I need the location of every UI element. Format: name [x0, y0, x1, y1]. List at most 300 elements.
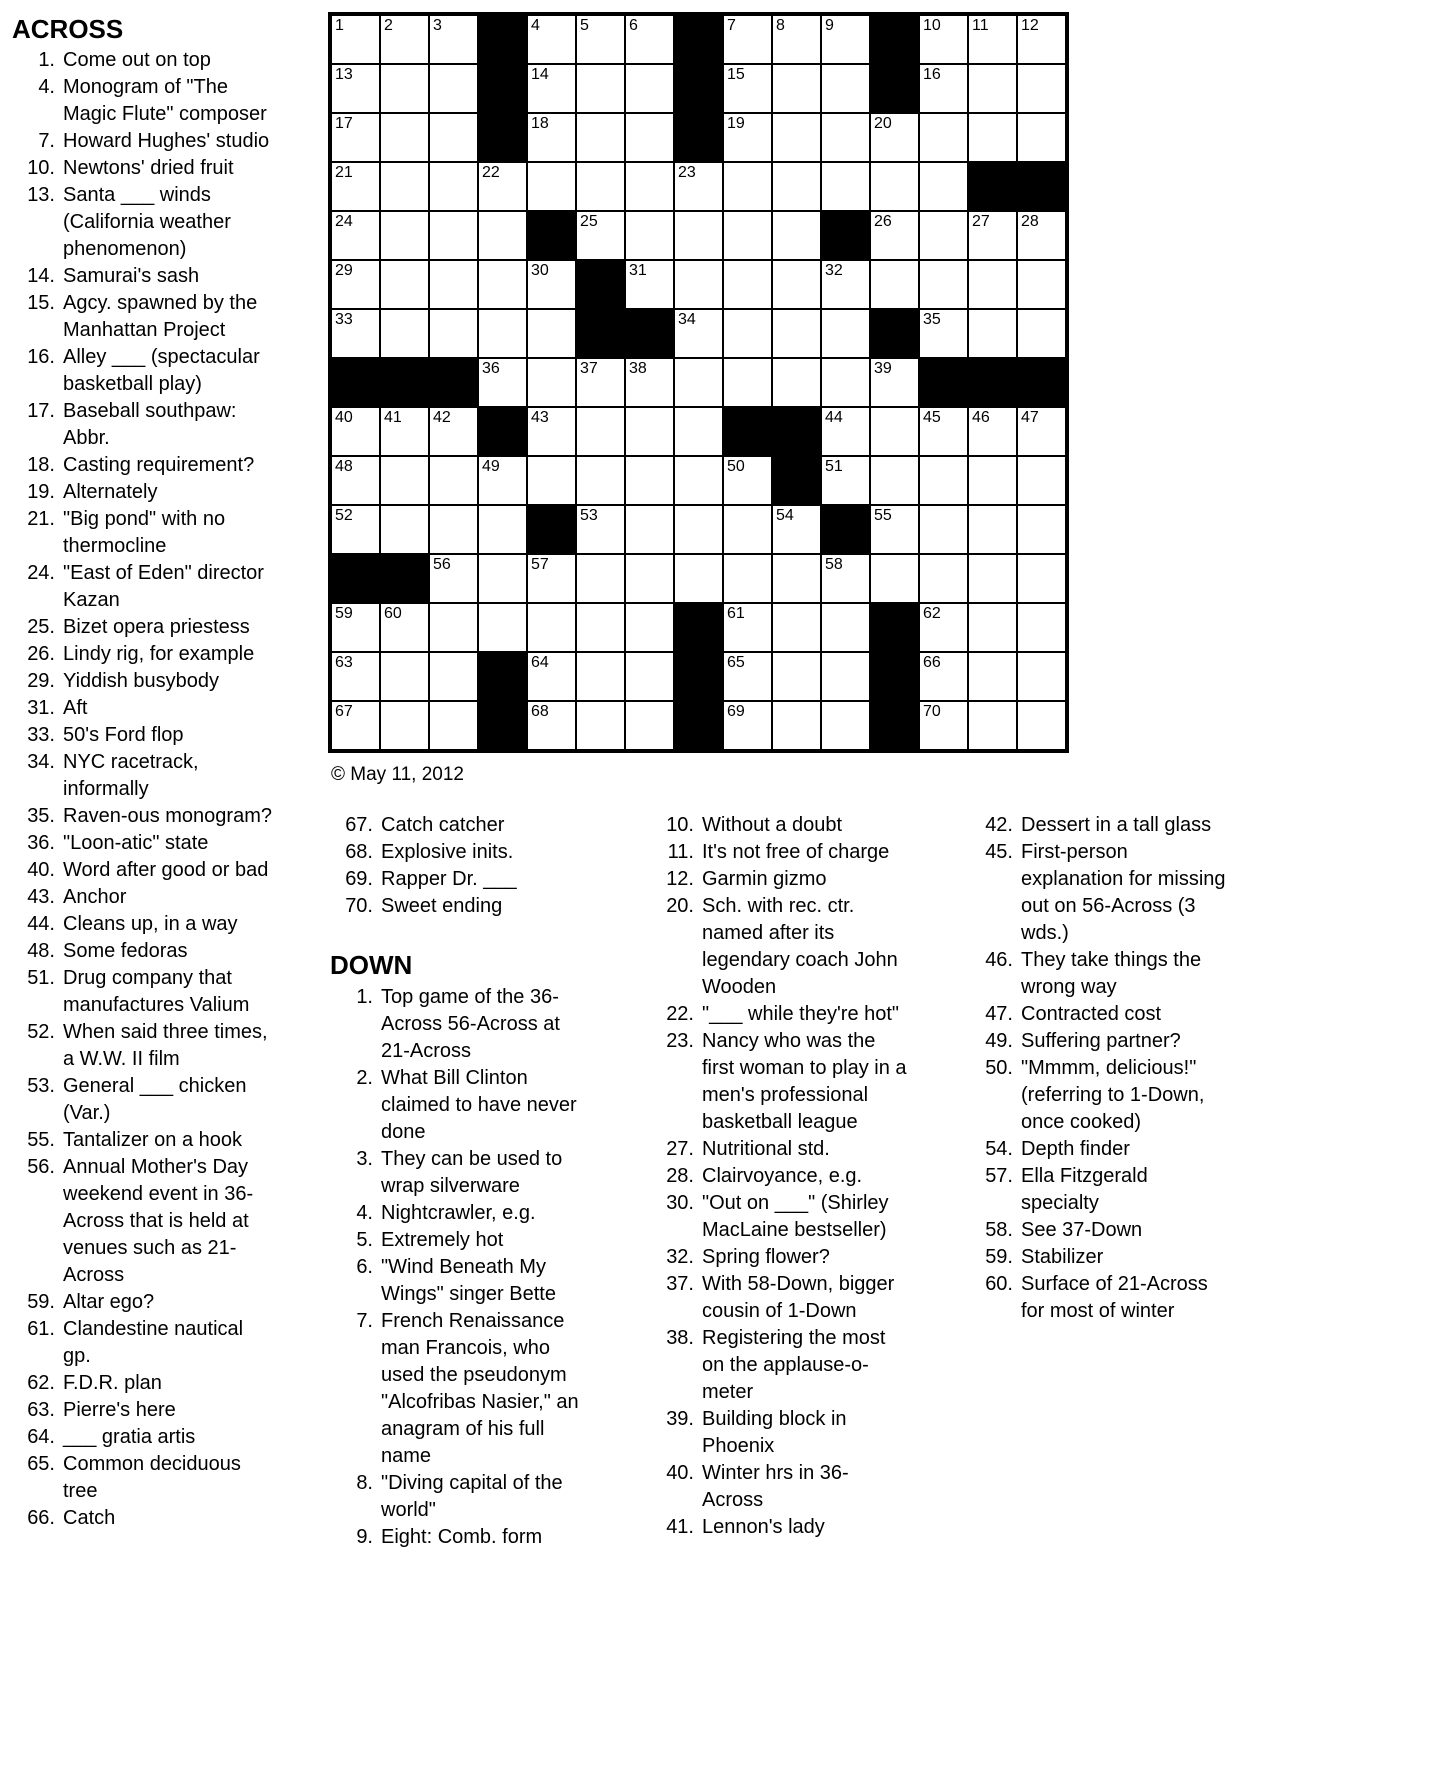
clue-number: 11.	[667, 841, 694, 863]
grid-cell[interactable]	[1017, 15, 1066, 64]
grid-cell[interactable]	[331, 64, 380, 113]
grid-cell[interactable]	[968, 407, 1017, 456]
cell-number: 40	[335, 409, 353, 426]
clue-item	[0, 1073, 330, 1127]
grid-cell[interactable]	[331, 701, 380, 750]
clue-number: 68.	[345, 841, 373, 863]
grid-cell[interactable]	[723, 701, 772, 750]
grid-cell[interactable]	[429, 407, 478, 456]
grid-cell[interactable]	[968, 652, 1017, 701]
cell-number: 31	[629, 262, 647, 279]
clue-number: 46.	[985, 949, 1013, 971]
grid-cell[interactable]	[527, 15, 576, 64]
grid-cell[interactable]	[625, 407, 674, 456]
grid-cell[interactable]	[723, 211, 772, 260]
grid-cell[interactable]	[576, 603, 625, 652]
grid-cell[interactable]	[380, 603, 429, 652]
clue-item	[330, 866, 645, 893]
cell-number: 27	[972, 213, 990, 230]
clue-text: Some fedoras	[63, 940, 188, 962]
grid-cell[interactable]	[1017, 505, 1066, 554]
grid-cell[interactable]	[821, 407, 870, 456]
down-clue-list-1	[330, 984, 645, 1551]
grid-cell-black	[331, 358, 380, 407]
clue-number: 59.	[985, 1246, 1013, 1268]
grid-cell[interactable]	[772, 554, 821, 603]
grid-cell[interactable]	[331, 309, 380, 358]
grid-cell[interactable]	[968, 64, 1017, 113]
grid-cell[interactable]	[527, 162, 576, 211]
grid-cell[interactable]	[772, 260, 821, 309]
grid-cell[interactable]	[723, 603, 772, 652]
clue-number: 55.	[27, 1129, 55, 1151]
grid-cell[interactable]	[919, 652, 968, 701]
grid-cell[interactable]	[576, 358, 625, 407]
clue-text: Drug company that manufactures Valium	[63, 967, 250, 1016]
grid-cell[interactable]	[625, 162, 674, 211]
clue-text: F.D.R. plan	[63, 1372, 162, 1394]
clue-item	[0, 1370, 330, 1397]
grid-cell[interactable]	[919, 15, 968, 64]
grid-cell[interactable]	[1017, 652, 1066, 701]
grid-cell[interactable]	[576, 64, 625, 113]
cell-number: 37	[580, 360, 598, 377]
grid-cell[interactable]	[723, 309, 772, 358]
grid-cell[interactable]	[527, 113, 576, 162]
grid-cell[interactable]	[919, 64, 968, 113]
grid-cell[interactable]	[821, 554, 870, 603]
clue-number: 18.	[27, 454, 55, 476]
cell-number: 52	[335, 507, 353, 524]
grid-cell[interactable]	[821, 64, 870, 113]
grid-cell[interactable]	[527, 260, 576, 309]
grid-cell[interactable]	[625, 603, 674, 652]
grid-cell[interactable]	[723, 505, 772, 554]
grid-cell[interactable]	[331, 505, 380, 554]
clue-text: Howard Hughes' studio	[63, 130, 270, 152]
grid-cell[interactable]	[870, 456, 919, 505]
grid-cell-black	[870, 15, 919, 64]
grid-cell[interactable]	[576, 407, 625, 456]
grid-cell[interactable]	[723, 358, 772, 407]
grid-cell[interactable]	[1017, 309, 1066, 358]
grid-cell[interactable]	[674, 309, 723, 358]
clue-number: 61.	[27, 1318, 55, 1340]
grid-cell[interactable]	[674, 260, 723, 309]
grid-cell[interactable]	[870, 260, 919, 309]
grid-cell-black	[821, 211, 870, 260]
grid-cell[interactable]	[380, 701, 429, 750]
grid-cell[interactable]	[968, 113, 1017, 162]
grid-cell[interactable]	[870, 407, 919, 456]
grid-cell[interactable]	[674, 407, 723, 456]
cell-number: 38	[629, 360, 647, 377]
grid-cell[interactable]	[674, 505, 723, 554]
clue-item	[0, 452, 330, 479]
grid-cell[interactable]	[429, 701, 478, 750]
grid-cell[interactable]	[429, 113, 478, 162]
grid-cell[interactable]	[1017, 603, 1066, 652]
grid-cell[interactable]	[478, 260, 527, 309]
grid-cell[interactable]	[380, 260, 429, 309]
clue-number: 34.	[27, 751, 55, 773]
grid-cell[interactable]	[723, 456, 772, 505]
grid-cell[interactable]	[968, 554, 1017, 603]
grid-cell[interactable]	[772, 358, 821, 407]
grid-cell[interactable]	[674, 554, 723, 603]
grid-cell[interactable]	[723, 554, 772, 603]
clue-item	[0, 398, 330, 452]
clue-item	[650, 812, 950, 839]
clue-item	[968, 1055, 1268, 1136]
grid-cell[interactable]	[625, 358, 674, 407]
grid-cell[interactable]	[968, 603, 1017, 652]
grid-cell[interactable]	[527, 701, 576, 750]
clue-number: 56.	[27, 1156, 55, 1178]
grid-cell[interactable]	[331, 603, 380, 652]
clue-number: 5.	[356, 1229, 373, 1251]
grid-cell[interactable]	[527, 554, 576, 603]
grid-cell[interactable]	[919, 309, 968, 358]
grid-cell[interactable]	[527, 603, 576, 652]
grid-cell[interactable]	[331, 15, 380, 64]
grid-cell[interactable]	[429, 554, 478, 603]
cell-number: 67	[335, 703, 353, 720]
copyright-date: © May 11, 2012	[331, 764, 464, 785]
grid-cell[interactable]	[870, 113, 919, 162]
across-header: ACROSS	[12, 14, 124, 44]
grid-cell[interactable]	[772, 652, 821, 701]
grid-cell[interactable]	[429, 456, 478, 505]
grid-cell[interactable]	[576, 701, 625, 750]
grid-cell[interactable]	[870, 505, 919, 554]
clue-number: 60.	[985, 1273, 1013, 1295]
grid-cell[interactable]	[919, 211, 968, 260]
grid-cell[interactable]	[821, 358, 870, 407]
clue-item	[0, 1019, 330, 1073]
grid-cell[interactable]	[870, 162, 919, 211]
grid-cell-black	[870, 64, 919, 113]
cell-number: 2	[384, 17, 393, 34]
clue-item	[0, 641, 330, 668]
cell-number: 12	[1021, 17, 1039, 34]
grid-cell[interactable]	[723, 162, 772, 211]
clue-number: 20.	[666, 895, 694, 917]
grid-cell[interactable]	[429, 64, 478, 113]
clue-item	[0, 1397, 330, 1424]
clue-text: Suffering partner?	[1021, 1030, 1181, 1052]
grid-cell[interactable]	[478, 603, 527, 652]
grid-cell[interactable]	[723, 260, 772, 309]
cell-number: 41	[384, 409, 402, 426]
crossword-grid	[328, 12, 1069, 753]
down-clues-column-2	[650, 812, 950, 1541]
grid-cell[interactable]	[1017, 113, 1066, 162]
clue-item	[0, 1316, 330, 1370]
grid-cell[interactable]	[821, 603, 870, 652]
grid-cell[interactable]	[821, 456, 870, 505]
grid-cell[interactable]	[625, 456, 674, 505]
grid-cell[interactable]	[674, 456, 723, 505]
grid-cell[interactable]	[723, 64, 772, 113]
grid-cell[interactable]	[331, 162, 380, 211]
grid-cell[interactable]	[331, 211, 380, 260]
clue-number: 1.	[356, 986, 373, 1008]
grid-cell[interactable]	[919, 554, 968, 603]
grid-cell[interactable]	[625, 701, 674, 750]
grid-cell[interactable]	[331, 652, 380, 701]
grid-cell[interactable]	[625, 505, 674, 554]
grid-cell[interactable]	[968, 309, 1017, 358]
clue-text: General ___ chicken (Var.)	[63, 1075, 247, 1124]
clue-item	[0, 857, 330, 884]
grid-cell[interactable]	[1017, 701, 1066, 750]
grid-cell[interactable]	[429, 652, 478, 701]
clue-number: 24.	[27, 562, 55, 584]
grid-cell-black	[968, 162, 1017, 211]
grid-cell[interactable]	[625, 260, 674, 309]
clue-item	[650, 1028, 950, 1136]
grid-cell[interactable]	[380, 15, 429, 64]
clue-text: They take things the wrong way	[1021, 949, 1202, 998]
clue-text: Lennon's lady	[702, 1516, 825, 1538]
grid-cell[interactable]	[625, 652, 674, 701]
grid-cell[interactable]	[478, 554, 527, 603]
clue-number: 64.	[27, 1426, 55, 1448]
grid-cell[interactable]	[331, 260, 380, 309]
clue-number: 63.	[27, 1399, 55, 1421]
grid-cell[interactable]	[331, 113, 380, 162]
clue-item	[968, 839, 1268, 947]
grid-cell[interactable]	[331, 456, 380, 505]
cell-number: 57	[531, 556, 549, 573]
clue-text: "Loon-atic" state	[63, 832, 209, 854]
grid-cell[interactable]	[625, 64, 674, 113]
clue-number: 19.	[27, 481, 55, 503]
grid-cell[interactable]	[429, 603, 478, 652]
clue-number: 9.	[356, 1526, 373, 1548]
grid-cell[interactable]	[772, 603, 821, 652]
grid-cell-black	[674, 113, 723, 162]
grid-cell[interactable]	[625, 113, 674, 162]
grid-cell[interactable]	[380, 309, 429, 358]
clue-text: Pierre's here	[63, 1399, 176, 1421]
cell-number: 6	[629, 17, 638, 34]
grid-cell[interactable]	[429, 309, 478, 358]
grid-cell[interactable]	[527, 456, 576, 505]
clue-number: 47.	[985, 1003, 1013, 1025]
grid-cell[interactable]	[576, 162, 625, 211]
cell-number: 50	[727, 458, 745, 475]
clue-text: "Big pond" with no thermocline	[63, 508, 226, 557]
grid-cell[interactable]	[380, 407, 429, 456]
grid-cell[interactable]	[723, 113, 772, 162]
grid-cell[interactable]	[478, 211, 527, 260]
down-clues-column-1	[330, 812, 645, 1551]
clue-text: "Diving capital of the world"	[381, 1472, 563, 1521]
grid-cell[interactable]	[772, 309, 821, 358]
grid-cell[interactable]	[380, 211, 429, 260]
grid-cell[interactable]	[968, 505, 1017, 554]
grid-cell[interactable]	[527, 309, 576, 358]
clue-text: Santa ___ winds (California weather phenomenon)	[63, 184, 231, 260]
clue-item	[0, 479, 330, 506]
grid-cell[interactable]	[870, 554, 919, 603]
grid-cell[interactable]	[380, 113, 429, 162]
grid-cell[interactable]	[429, 211, 478, 260]
grid-cell[interactable]	[331, 407, 380, 456]
grid-cell[interactable]	[919, 603, 968, 652]
grid-cell[interactable]	[919, 162, 968, 211]
grid-cell[interactable]	[429, 15, 478, 64]
cell-number: 26	[874, 213, 892, 230]
grid-cell[interactable]	[821, 701, 870, 750]
grid-cell[interactable]	[1017, 456, 1066, 505]
grid-cell[interactable]	[919, 505, 968, 554]
cell-number: 68	[531, 703, 549, 720]
clue-number: 16.	[27, 346, 55, 368]
grid-cell[interactable]	[821, 162, 870, 211]
clue-number: 66.	[27, 1507, 55, 1529]
clue-number: 22.	[666, 1003, 694, 1025]
grid-cell[interactable]	[576, 505, 625, 554]
clue-item	[650, 1325, 950, 1406]
grid-cell[interactable]	[478, 456, 527, 505]
grid-cell[interactable]	[527, 652, 576, 701]
grid-cell-black	[870, 603, 919, 652]
grid-cell[interactable]	[772, 701, 821, 750]
grid-cell[interactable]	[919, 260, 968, 309]
grid-cell[interactable]	[772, 211, 821, 260]
grid-cell[interactable]	[527, 64, 576, 113]
grid-cell[interactable]	[429, 505, 478, 554]
clue-item	[0, 803, 330, 830]
grid-cell[interactable]	[919, 701, 968, 750]
grid-cell[interactable]	[772, 162, 821, 211]
grid-cell[interactable]	[919, 456, 968, 505]
grid-cell[interactable]	[380, 456, 429, 505]
clue-number: 58.	[985, 1219, 1013, 1241]
cell-number: 45	[923, 409, 941, 426]
clue-item	[968, 1271, 1268, 1325]
grid-cell[interactable]	[576, 15, 625, 64]
grid-cell[interactable]	[968, 15, 1017, 64]
grid-cell[interactable]	[919, 407, 968, 456]
grid-cell[interactable]	[576, 456, 625, 505]
grid-cell[interactable]	[1017, 64, 1066, 113]
grid-cell[interactable]	[870, 358, 919, 407]
grid-cell[interactable]	[674, 211, 723, 260]
clue-number: 51.	[27, 967, 55, 989]
clue-text: "___ while they're hot"	[702, 1003, 900, 1025]
grid-cell[interactable]	[1017, 407, 1066, 456]
grid-cell[interactable]	[478, 505, 527, 554]
clue-number: 13.	[27, 184, 55, 206]
grid-cell[interactable]	[576, 211, 625, 260]
grid-cell[interactable]	[380, 505, 429, 554]
grid-cell[interactable]	[625, 15, 674, 64]
clue-item	[650, 1001, 950, 1028]
grid-cell[interactable]	[821, 113, 870, 162]
clue-item	[0, 938, 330, 965]
grid-cell[interactable]	[1017, 260, 1066, 309]
grid-cell[interactable]	[870, 211, 919, 260]
clue-text: What Bill Clinton claimed to have never done	[381, 1067, 577, 1143]
clue-item	[650, 1163, 950, 1190]
across-clue-list-continued	[330, 812, 645, 920]
grid-cell[interactable]	[772, 113, 821, 162]
grid-cell-black	[478, 113, 527, 162]
grid-cell[interactable]	[968, 701, 1017, 750]
grid-cell[interactable]	[821, 15, 870, 64]
grid-cell[interactable]	[968, 211, 1017, 260]
grid-cell[interactable]	[821, 309, 870, 358]
clue-item	[968, 1136, 1268, 1163]
clue-number: 36.	[27, 832, 55, 854]
grid-cell[interactable]	[821, 652, 870, 701]
clue-number: 2.	[356, 1067, 373, 1089]
grid-cell-black	[478, 652, 527, 701]
grid-cell[interactable]	[527, 407, 576, 456]
clue-number: 10.	[666, 814, 694, 836]
grid-cell[interactable]	[772, 64, 821, 113]
grid-cell[interactable]	[625, 554, 674, 603]
clue-text: Clandestine nautical gp.	[63, 1318, 244, 1367]
clue-text: Aft	[63, 697, 88, 719]
grid-cell[interactable]	[723, 652, 772, 701]
clue-number: 14.	[27, 265, 55, 287]
grid-cell[interactable]	[380, 64, 429, 113]
grid-cell[interactable]	[576, 652, 625, 701]
grid-cell[interactable]	[576, 554, 625, 603]
clue-number: 35.	[27, 805, 55, 827]
grid-cell[interactable]	[576, 113, 625, 162]
grid-cell-black	[870, 652, 919, 701]
grid-cell[interactable]	[527, 358, 576, 407]
down-clue-list-2	[650, 812, 950, 1541]
grid-cell[interactable]	[772, 15, 821, 64]
clue-text: Dessert in a tall glass	[1021, 814, 1212, 836]
grid-cell[interactable]	[380, 162, 429, 211]
grid-cell[interactable]	[380, 652, 429, 701]
cell-number: 1	[335, 17, 344, 34]
grid-cell[interactable]	[723, 15, 772, 64]
cell-number: 59	[335, 605, 353, 622]
grid-cell[interactable]	[429, 260, 478, 309]
clue-text: Building block in Phoenix	[702, 1408, 847, 1457]
grid-cell[interactable]	[674, 358, 723, 407]
grid-cell[interactable]	[821, 260, 870, 309]
grid-cell[interactable]	[429, 162, 478, 211]
clue-text: Lindy rig, for example	[63, 643, 255, 665]
grid-cell[interactable]	[1017, 554, 1066, 603]
grid-cell[interactable]	[919, 113, 968, 162]
grid-cell[interactable]	[674, 162, 723, 211]
clue-number: 53.	[27, 1075, 55, 1097]
grid-cell[interactable]	[1017, 211, 1066, 260]
clue-item	[330, 1254, 645, 1308]
clue-item	[330, 1065, 645, 1146]
grid-cell[interactable]	[968, 456, 1017, 505]
grid-cell[interactable]	[625, 211, 674, 260]
clue-text: Bizet opera priestess	[63, 616, 250, 638]
grid-cell[interactable]	[478, 309, 527, 358]
grid-cell[interactable]	[772, 505, 821, 554]
grid-cell[interactable]	[478, 162, 527, 211]
grid-cell[interactable]	[478, 358, 527, 407]
clue-number: 52.	[27, 1021, 55, 1043]
grid-cell[interactable]	[968, 260, 1017, 309]
